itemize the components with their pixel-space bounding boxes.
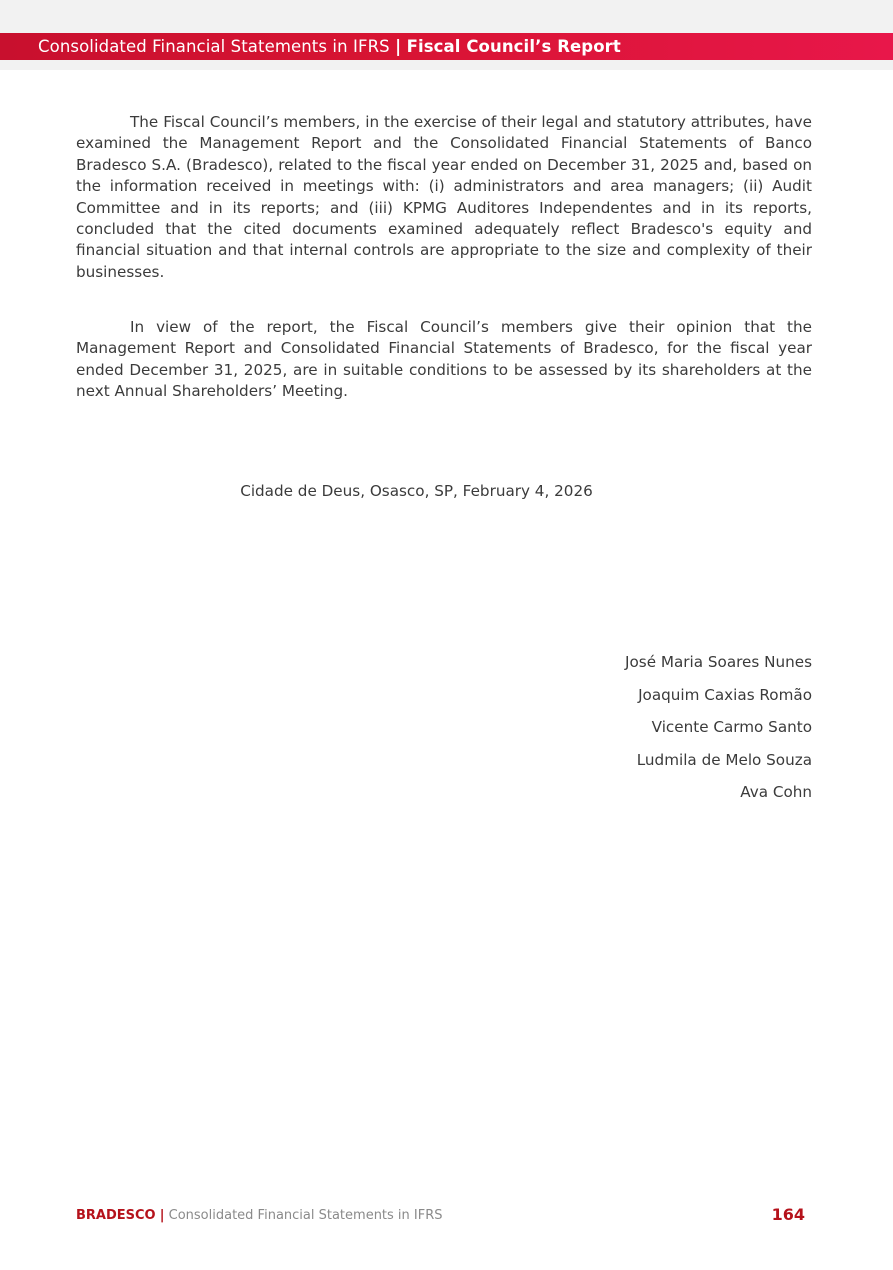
header-section-title: Fiscal Council’s Report [406, 37, 621, 56]
footer [76, 1208, 443, 1223]
report-paragraph-2: In view of the report, the Fiscal Council’s members give their opinion that the Management Report and Consolidated Financial Statements of Bradesco, for the fiscal year ended December 31, 2025, are in suitable conditions to be assessed by its shareholders at the next Annual Shareholders’ Meeting. [76, 318, 812, 401]
page-number: 164 [771, 1205, 805, 1224]
header-title [38, 37, 621, 56]
signatory-name: Ava Cohn [740, 783, 812, 802]
signatory-name: José Maria Soares Nunes [625, 653, 812, 671]
footer-brand: BRADESCO [76, 1208, 156, 1223]
report-paragraph-1: The Fiscal Council’s members, in the exercise of their legal and statutory attributes, have examined the Management Report and the Consolidated Financial Statements of Banco Bradesco S.A. (Bradesco), related to the fiscal year ended on December 31, 2025 and, based on the information received in meetings with: (i) administrators and area managers; (ii) Audit Committee and in its reports; and (iii) KPMG Auditores Independentes and in its reports, concluded that the cited documents examined adequately reflect Bradesco's equity and financial situation and that internal controls are appropriate to the size and complexity of their businesses. [76, 113, 812, 281]
footer-separator: | [159, 1208, 165, 1223]
signatory-name: Joaquim Caxias Romão [638, 685, 812, 704]
header-separator: | [395, 37, 402, 56]
signatory-name: Vicente Carmo Santo [651, 718, 812, 737]
header-bar [0, 33, 893, 60]
signatory-list [625, 651, 812, 814]
place-and-date: Cidade de Deus, Osasco, SP, February 4, 2026 [240, 482, 593, 500]
signatory-name: Ludmila de Melo Souza [636, 750, 812, 769]
header-doc-title: Consolidated Financial Statements in IFRS [38, 37, 390, 56]
footer-doc-title: Consolidated Financial Statements in IFRS [168, 1208, 443, 1223]
